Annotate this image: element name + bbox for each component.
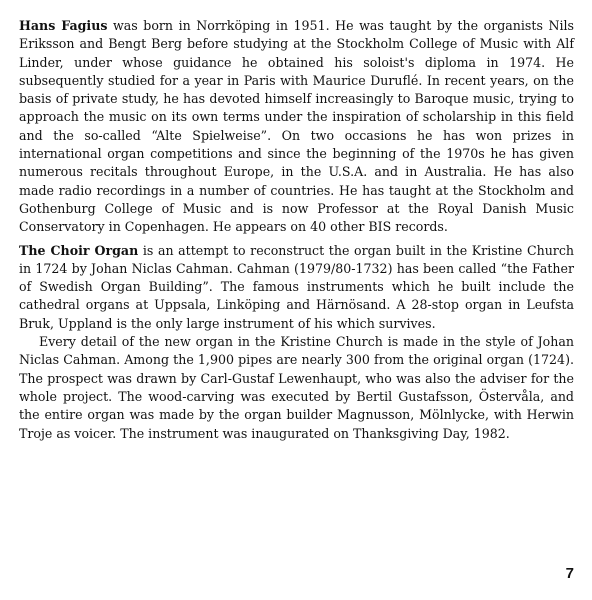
paragraph-choir-organ — [19, 242, 574, 333]
paragraph-lead: Hans Fagius — [19, 18, 108, 33]
page-number: 7 — [565, 565, 574, 582]
paragraph-hans-fagius — [19, 17, 574, 237]
paragraph-organ-details — [19, 333, 574, 443]
paragraph-text: is an attempt to reconstruct the organ built in the Kristine Church in 1724 by Johan Niclas Cahman. Cahman (1979/80-1732) has been called “the Father of Swedish Organ Building”. The famous instruments which he built include the cathedral organs at Uppsala, Linköping and Härnösand. A 28-stop organ in Leufsta Bruk, Uppland is the only large instrument of his which survives. — [19, 242, 574, 331]
paragraph-text: was born in Norrköping in 1951. He was taught by the organists Nils Eriksson and Bengt Berg before studying at the Stockholm College of Music with Alf Linder, under whose guidance he obtained his soloist's diploma in 1974. He subsequently studied for a year in Paris with Maurice Duruflé. In recent years, on the basis of private study, he has devoted himself increasingly to Baroque music, trying to approach the music on its own terms under the inspiration of scholarship in this field and the so-called “Alte Spielweise”. On two occasions he has won prizes in international organ competitions and since the beginning of the 1970s he has given numerous recitals throughout Europe, in the U.S.A. and in Australia. He has also made radio recordings in a number of countries. He has taught at the Stockholm and Gothenburg College of Music and is now Professor at the Royal Danish Music Conservatory in Copenhagen. He appears on 40 other BIS records. — [19, 18, 574, 235]
paragraph-lead: The Choir Organ — [19, 242, 139, 258]
body-text — [19, 17, 574, 443]
paragraph-text: Every detail of the new organ in the Kristine Church is made in the style of Johan Niclas Cahman. Among the 1,900 pipes are nearly 300 from the original organ (1724). The prospect was drawn by Carl-Gustaf Lewenhaupt, who was also the adviser for the whole project. The wood-carving was executed by Bertil Gustafsson, Östervåla, and the entire organ was made by the organ builder Magnusson, Mölnlycke, with Herwin Troje as voicer. The instrument was inaugurated on Thanksgiving Day, 1982. — [19, 334, 574, 441]
